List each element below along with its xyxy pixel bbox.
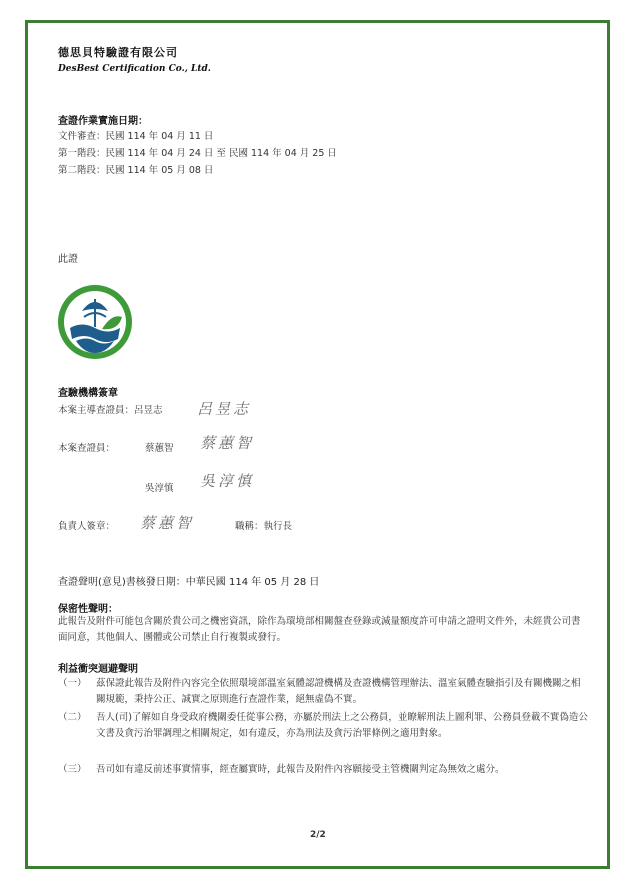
verifier-label: 本案查證員： bbox=[58, 443, 116, 454]
owner-title: 職稱：執行長 bbox=[235, 521, 293, 532]
verifier-name: 蔡蕙智 bbox=[145, 443, 174, 454]
conflict-item-text: 茲保證此報告及附件內容完全依照環境部溫室氣體認證機構及查證機構管理辦法、溫室氣體查驗指引及有關機關之相關規範，秉持公正、誠實之原則進行查證作業，絕無虛偽不實。 bbox=[96, 678, 581, 705]
conflict-item bbox=[58, 762, 588, 778]
page-number: 2/2 bbox=[310, 830, 326, 840]
conflict-item bbox=[58, 676, 588, 708]
verifier-signature: 吳淳慎 bbox=[200, 472, 255, 490]
owner-signature: 蔡蕙智 bbox=[140, 514, 195, 532]
confidentiality-body: 此報告及附件可能包含關於貴公司之機密資訊，除作為環境部相關盤查登錄或減量額度許可申請之證明文件外，未經貴公司書面同意，其他個人、團體或公司禁止自行複製或發行。 bbox=[58, 616, 581, 643]
verifier-name: 吳淳慎 bbox=[145, 483, 174, 494]
company-name-en: DesBest Certification Co., Ltd. bbox=[58, 64, 211, 74]
certification-logo bbox=[56, 283, 134, 361]
conflict-item-number: （二） bbox=[58, 712, 87, 723]
lead-verifier-signature: 呂昱志 bbox=[197, 400, 252, 418]
conflict-item-text: 吾人(司)了解如自身受政府機關委任從事公務，亦屬於刑法上之公務員，並瞭解刑法上圖利罪、公務員登載不實偽造公文書及貪污治罪調理之相關規定，如有違反，亦為刑法及貪污治罪條例之適用對象。 bbox=[96, 712, 588, 739]
conflict-item-text: 吾司如有違反前述事實情事，經查屬實時，此報告及附件內容願接受主管機關判定為無效之處分。 bbox=[96, 764, 505, 775]
conflict-heading: 利益衝突迴避聲明 bbox=[58, 664, 138, 675]
verifier-signature: 蔡蕙智 bbox=[200, 434, 255, 452]
certify-label: 此證 bbox=[58, 254, 78, 265]
conflict-item-number: （一） bbox=[58, 678, 87, 689]
conflict-item-number: （三） bbox=[58, 764, 87, 775]
conflict-item bbox=[58, 710, 588, 742]
schedule-row: 第一階段：民國 114 年 04 月 24 日 至 民國 114 年 04 月 25 日 bbox=[58, 148, 337, 159]
signature-heading: 查驗機構簽章 bbox=[58, 388, 118, 399]
confidentiality-heading: 保密性聲明： bbox=[58, 604, 118, 615]
schedule-heading: 查證作業實施日期： bbox=[58, 116, 148, 127]
company-name-zh: 德思貝特驗證有限公司 bbox=[58, 46, 178, 59]
lead-verifier-label: 本案主導查證員：呂昱志 bbox=[58, 405, 163, 416]
owner-signature-label: 負責人簽章： bbox=[58, 521, 116, 532]
schedule-row: 第二階段：民國 114 年 05 月 08 日 bbox=[58, 165, 214, 176]
schedule-row: 文件審查：民國 114 年 04 月 11 日 bbox=[58, 131, 214, 142]
issue-date: 查證聲明(意見)書核發日期：中華民國 114 年 05 月 28 日 bbox=[58, 577, 320, 588]
